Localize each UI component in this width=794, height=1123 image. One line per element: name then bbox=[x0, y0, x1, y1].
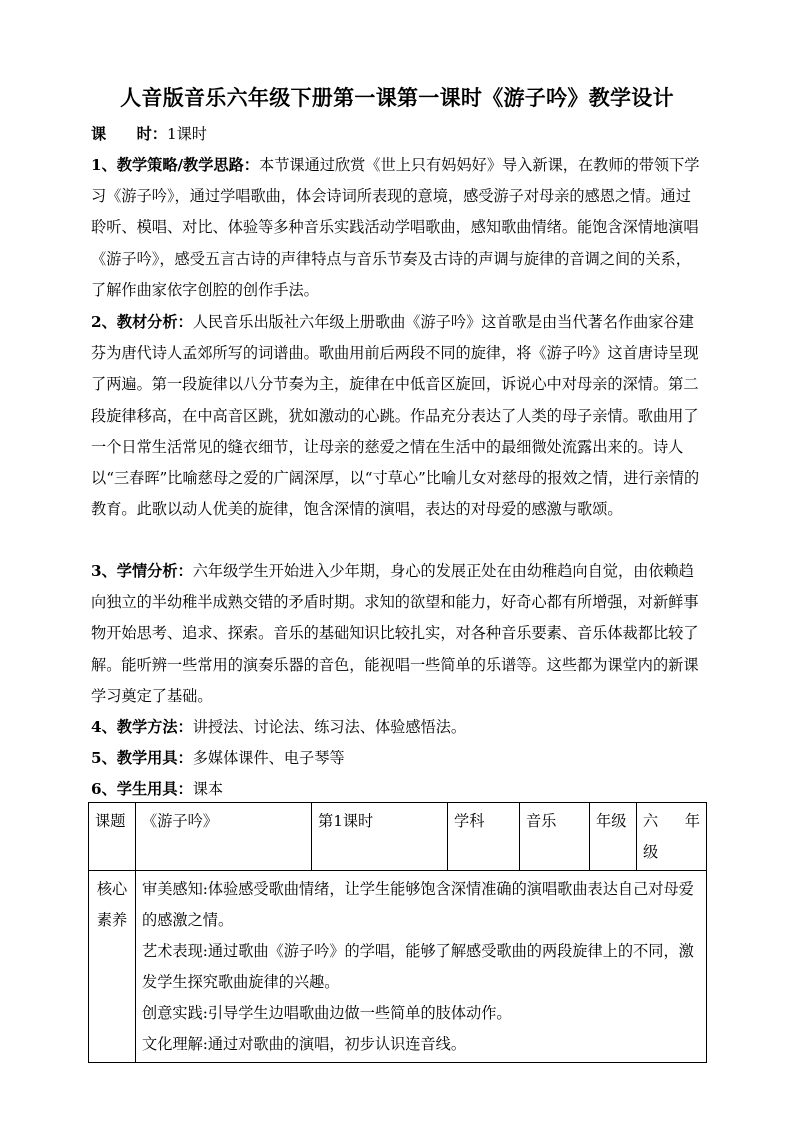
section-text: 课本 bbox=[192, 780, 224, 798]
section-label: 4、教学方法： bbox=[91, 718, 193, 736]
topic-label-cell: 课题 bbox=[89, 803, 136, 871]
core-literacy-item: 审美感知:体验感受歌曲情绪，让学生能够饱含深情准确的演唱歌曲表达自己对母爱的感激之情。 bbox=[142, 880, 694, 929]
section-text: 人民音乐出版社六年级上册歌曲《游子吟》这首歌是由当代著名作曲家谷建芬为唐代诗人孟郊所写的词谱曲。歌曲用前后两段不同的旋律，将《游子吟》这首唐诗呈现了两遍。第一段旋律以八分节奏为主，旋律在中低音区旋回，诉说心中对母亲的深情。第二段旋律移高，在中高音区跳，犹如激动的心跳。作品充分表达了人类的母子亲情。歌曲用了一个日常生活常见的缝衣细节，让母亲的慈爱之情在生活中的最细微处流露出来的。诗人以“三春晖”比喻慈母之爱的广阔深厚，以“寸草心”比喻儿女对慈母的报效之情，进行亲情的教育。此歌以动人优美的旋律，饱含深情的演唱，表达的对母爱的感激与歌颂。 bbox=[91, 313, 700, 519]
table-row bbox=[89, 803, 707, 871]
section-material-analysis bbox=[91, 307, 703, 525]
section-teaching-tools bbox=[91, 743, 703, 774]
section-text: 多媒体课件、电子琴等 bbox=[192, 749, 345, 767]
core-literacy-label-part: 核心 bbox=[96, 880, 128, 898]
section-text: 讲授法、讨论法、练习法、体验感悟法。 bbox=[192, 718, 467, 736]
core-literacy-label-cell bbox=[89, 871, 136, 1063]
lesson-info-table bbox=[88, 802, 707, 1063]
core-literacy-item: 创意实践:引导学生边唱歌曲边做一些简单的肢体动作。 bbox=[142, 1004, 512, 1022]
class-hours-line bbox=[91, 119, 703, 150]
grade-value-part: 六 bbox=[643, 812, 659, 830]
class-hours-label: 课 时： bbox=[91, 125, 167, 143]
section-label: 5、教学用具： bbox=[91, 749, 193, 767]
grade-value-part: 年 bbox=[684, 812, 700, 830]
section-student-analysis bbox=[91, 556, 703, 712]
class-hours-value: 1课时 bbox=[166, 125, 207, 143]
subject-value-cell: 音乐 bbox=[520, 803, 590, 871]
document-title: 人音版音乐六年级下册第一课第一课时《游子吟》教学设计 bbox=[120, 85, 674, 110]
core-literacy-item: 文化理解:通过对歌曲的演唱，初步认识连音线。 bbox=[142, 1035, 467, 1053]
section-label: 6、学生用具： bbox=[91, 780, 193, 798]
section-label: 3、学情分析： bbox=[91, 562, 193, 580]
core-literacy-label-part: 素养 bbox=[96, 911, 128, 929]
lesson-cell: 第1课时 bbox=[312, 803, 448, 871]
subject-label-cell: 学科 bbox=[448, 803, 520, 871]
section-label: 2、教材分析： bbox=[91, 313, 193, 331]
core-literacy-item: 艺术表现:通过歌曲《游子吟》的学唱，能够了解感受歌曲的两段旋律上的不同，激发学生探究歌曲旋律的兴趣。 bbox=[142, 942, 694, 991]
section-teaching-methods bbox=[91, 712, 703, 743]
table-row bbox=[89, 871, 707, 1063]
topic-value-cell: 《游子吟》 bbox=[136, 803, 312, 871]
core-literacy-content-cell bbox=[136, 871, 707, 1063]
section-text: 本节课通过欣赏《世上只有妈妈好》导入新课，在教师的带领下学习《游子吟》，通过学唱歌曲，体会诗词所表现的意境，感受游子对母亲的感恩之情。通过聆听、模唱、对比、体验等多种音乐实践活动学唱歌曲，感知歌曲情绪。能饱含深情地演唱《游子吟》，感受五言古诗的声律特点与音乐节奏及古诗的声调与旋律的音调之间的关系，了解作曲家依字创腔的创作手法。 bbox=[91, 156, 700, 299]
grade-label-cell: 年级 bbox=[590, 803, 637, 871]
section-teaching-strategy bbox=[91, 150, 703, 306]
section-text: 六年级学生开始进入少年期，身心的发展正处在由幼稚趋向自觉，由依赖趋向独立的半幼稚半成熟交错的矛盾时期。求知的欲望和能力，好奇心都有所增强，对新鲜事物开始思考、追求、探索。音乐的基础知识比较扎实，对各种音乐要素、音乐体裁都比较了解。能听辨一些常用的演奏乐器的音色，能视唱一些简单的乐谱等。这些都为课堂内的新课学习奠定了基础。 bbox=[91, 562, 699, 705]
grade-value-cell bbox=[637, 803, 707, 871]
grade-value-part: 级 bbox=[643, 843, 659, 861]
section-label: 1、教学策略/教学思路： bbox=[91, 156, 259, 174]
section-student-tools bbox=[91, 774, 703, 805]
